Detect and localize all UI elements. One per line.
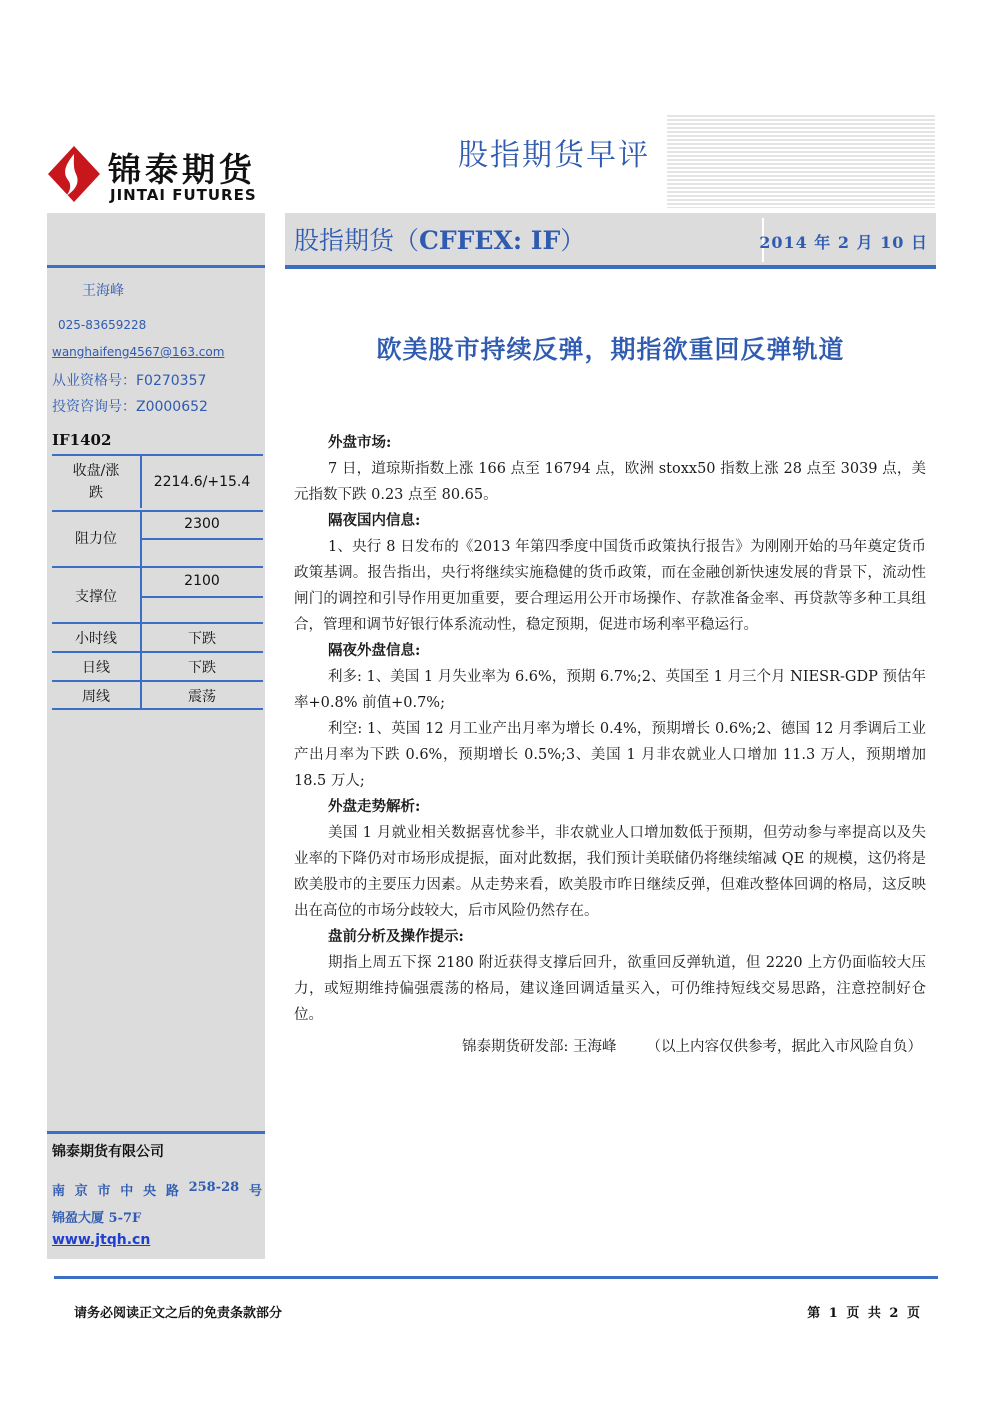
article-body: [294, 430, 926, 1060]
footer-page-number: 第 1 页 共 2 页: [807, 1306, 922, 1321]
company-address-line1: [52, 1180, 262, 1199]
analyst-name: 王海峰: [82, 283, 124, 299]
table-inner-rule: [142, 596, 263, 598]
table-label-weekly: 周线: [82, 689, 110, 705]
article-signature: [294, 1034, 926, 1060]
section-paragraph: 1、央行 8 日发布的《2013 年第四季度中国货币政策执行报告》为刚刚开始的马年奠定货币政策基调。报告指出，央行将继续实施稳健的货币政策，而在金融创新快速发展的背景下，流动性闸门的调控和引导作用更加重要，要合理运用公开市场操作、存款准备金率、再贷款等多种工具组合，管理和调节好银行体系流动性，稳定预期，促进市场利率平稳运行。: [294, 539, 926, 633]
section-paragraph: 利空: 1、英国 12 月工业产出月率为增长 0.4%，预期增长 0.6%;2、德国 12 月季调后工业产出月率为下跌 0.6%，预期增长 0.5%;3、美国 1 月非农就业人口增加 11.3 万人，预期增加 18.5 万人;: [294, 721, 926, 789]
table-row: [52, 510, 263, 566]
table-value-support: 2100: [184, 573, 220, 589]
table-row: [52, 651, 263, 681]
section-heading: 隔夜外盘信息:: [328, 642, 421, 659]
product-name: [294, 221, 585, 257]
company-website-link[interactable]: www.jtqh.cn: [52, 1232, 151, 1248]
address-token: 中: [120, 1184, 134, 1199]
table-label-daily: 日线: [82, 660, 110, 676]
table-row: [52, 622, 263, 652]
table-label-line: 收盘/涨: [72, 463, 120, 479]
section-heading: 隔夜国内信息:: [328, 512, 421, 529]
address-token: 南: [52, 1184, 66, 1199]
table-label-close: [52, 460, 140, 504]
logo-diamond-icon: [46, 144, 102, 204]
table-inner-rule: [142, 538, 263, 540]
table-label-support: 支撑位: [75, 589, 117, 605]
product-name-suffix: ）: [560, 226, 586, 255]
article-headline: 欧美股市持续反弹，期指欲重回反弹轨道: [376, 335, 845, 364]
table-value-daily: 下跌: [188, 660, 216, 676]
sidebar-company-rule: [47, 1131, 265, 1134]
company-address-line2: 锦盈大厦 5-7F: [52, 1211, 142, 1226]
product-name-prefix: 股指期货（: [294, 226, 420, 255]
signature-author: 锦泰期货研发部: 王海峰: [462, 1039, 617, 1055]
analyst-phone: 025-83659228: [58, 318, 147, 332]
signature-disclaimer: （以上内容仅供参考，据此入市风险自负）: [646, 1039, 922, 1055]
section-paragraph: 7 日，道琼斯指数上涨 166 点至 16794 点，欧洲 stoxx50 指数上涨 28 点至 3039 点，美元指数下跌 0.23 点至 80.65。: [294, 461, 926, 503]
footer-rule: [54, 1276, 938, 1279]
section-paragraph: 美国 1 月就业相关数据喜忧参半，非农就业人口增加数低于预期，但劳动参与率提高以及失业率的下降仍对市场形成提振，面对此数据，我们预计美联储仍将继续缩减 QE 的规模，这仍将是欧美股市的主要压力因素。从走势来看，欧美股市昨日继续反弹，但难改整体回调的格局，这反映出在高位的市场分歧较大，后市风险仍然存在。: [294, 825, 926, 919]
section-heading: 盘前分析及操作提示:: [328, 928, 464, 945]
analyst-consulting-id: 投资咨询号：Z0000652: [52, 399, 208, 415]
section-heading: 外盘走势解析:: [328, 798, 421, 815]
section-paragraph: 期指上周五下探 2180 附近获得支撑后回升，欲重回反弹轨道，但 2220 上方仍面临较大压力，或短期维持偏强震荡的格局，建议逢回调适量买入，可仍维持短线交易思路，注意控制好仓位。: [294, 955, 926, 1023]
address-token: 市: [97, 1184, 111, 1199]
sidebar-top-rule: [47, 265, 265, 268]
table-value-resistance: 2300: [184, 516, 220, 532]
table-row: [52, 566, 263, 622]
section-heading: 外盘市场:: [328, 434, 392, 451]
analyst-qualification-id: 从业资格号：F0270357: [52, 373, 207, 389]
report-title: 股指期货早评: [452, 130, 656, 174]
table-label-hourly: 小时线: [75, 631, 117, 647]
product-code: CFFEX: IF: [419, 226, 561, 255]
table-label-resistance: 阻力位: [75, 531, 117, 547]
table-value-hourly: 下跌: [188, 631, 216, 647]
company-logo: [46, 142, 276, 208]
analyst-email-link[interactable]: wanghaifeng4567@163.com: [52, 345, 225, 359]
address-token: 央: [143, 1184, 157, 1199]
table-label-line: 跌: [89, 485, 103, 501]
contract-code: IF1402: [52, 431, 112, 449]
address-token: 号: [248, 1184, 262, 1199]
logo-text-cn: 锦泰期货: [108, 150, 256, 189]
address-token: 路: [165, 1184, 179, 1199]
footer-disclaimer-note: 请务必阅读正文之后的免责条款部分: [74, 1306, 283, 1321]
table-value-close: 2214.6/+15.4: [153, 474, 251, 490]
header-hatch-pattern: [667, 115, 935, 208]
address-token: 258-28: [188, 1180, 240, 1195]
address-token: 京: [74, 1184, 88, 1199]
table-row: [52, 454, 263, 508]
section-paragraph: 利多: 1、美国 1 月失业率为 6.6%，预期 6.7%;2、英国至 1 月三个月 NIESR-GDP 预估年率+0.8% 前值+0.7%;: [294, 669, 926, 711]
logo-text-en: JINTAI FUTURES: [110, 186, 257, 204]
table-value-weekly: 震荡: [188, 689, 216, 705]
table-row: [52, 680, 263, 710]
company-name: 锦泰期货有限公司: [52, 1144, 164, 1160]
report-date: 2014 年 2 月 10 日: [759, 233, 928, 252]
product-bar-rule: [285, 265, 936, 269]
